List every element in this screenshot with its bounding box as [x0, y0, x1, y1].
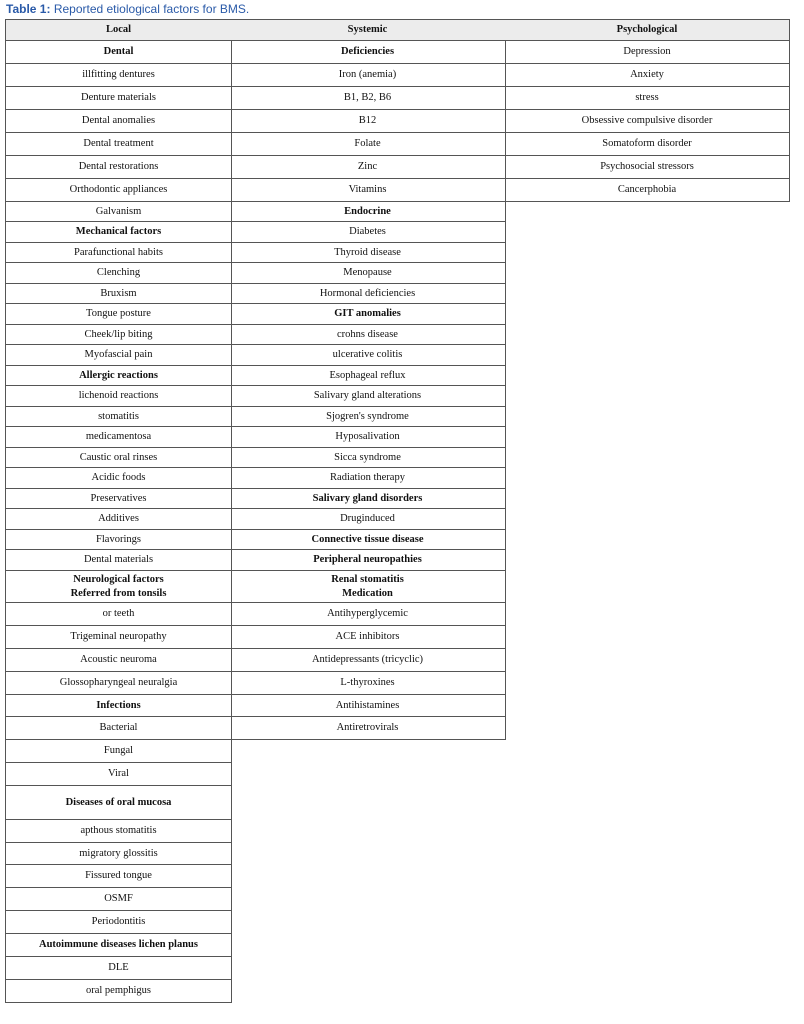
psychological-row-text: stress	[635, 92, 659, 103]
local-row-text: Myofascial pain	[84, 349, 153, 360]
systemic-row-text: Vitamins	[348, 184, 387, 195]
systemic-row-text: Thyroid disease	[334, 246, 401, 258]
local-row-text: Acoustic neuroma	[80, 654, 157, 665]
local-row	[6, 530, 231, 550]
local-row-text: Cheek/lip biting	[84, 328, 153, 340]
systemic-row-text: Endocrine	[344, 205, 391, 217]
local-row	[6, 263, 231, 284]
local-row-text: Galvanism	[95, 205, 142, 217]
systemic-row	[230, 64, 505, 87]
local-row-text: Viral	[108, 768, 129, 779]
local-row-text: oral pemphigus	[85, 985, 152, 996]
psychological-row-text: Depression	[623, 46, 671, 57]
systemic-row	[230, 717, 505, 740]
column-psychological	[505, 19, 790, 202]
systemic-row-text: L-thyroxines	[340, 677, 395, 688]
local-row-text: or teeth	[102, 608, 135, 619]
local-row-text: Diseases of oral mucosa	[65, 796, 172, 808]
local-row	[6, 156, 231, 179]
systemic-row-text: B12	[358, 115, 377, 126]
systemic-row-text: Antihyperglycemic	[327, 608, 408, 619]
local-row-text: Dental restorations	[78, 161, 159, 172]
systemic-row	[230, 571, 505, 603]
local-row	[6, 763, 231, 786]
psychological-row	[505, 41, 789, 64]
caption-text: Reported etiological factors for BMS.	[53, 2, 250, 16]
psychological-row	[505, 179, 789, 202]
local-row	[6, 133, 231, 156]
local-row	[6, 717, 231, 740]
systemic-row	[230, 345, 505, 366]
psychological-row	[505, 87, 789, 110]
systemic-row-text: Sjogren's syndrome	[326, 410, 409, 422]
systemic-row	[230, 386, 505, 407]
psychological-row-text: Psychosocial stressors	[600, 161, 694, 172]
systemic-row-text: Salivary gland alterations	[313, 390, 422, 401]
systemic-row	[230, 243, 505, 263]
local-row-text: Additives	[98, 513, 139, 524]
psychological-row-text: Cancerphobia	[617, 184, 677, 195]
local-row-text: DLE	[108, 962, 129, 973]
systemic-row	[230, 550, 505, 571]
systemic-row	[230, 509, 505, 530]
local-row-text: OSMF	[104, 893, 133, 904]
psychological-row-text: Somatoform disorder	[602, 138, 692, 149]
local-row-text: stomatitis	[98, 410, 139, 422]
local-row	[6, 427, 231, 448]
local-row	[6, 957, 231, 980]
systemic-row-text: B1, B2, B6	[343, 92, 392, 103]
local-row	[6, 110, 231, 133]
systemic-row	[230, 156, 505, 179]
local-row-text: Flavorings	[96, 533, 141, 545]
local-row-text: Caustic oral rinses	[79, 451, 158, 463]
local-row-text: migratory glossitis	[79, 847, 158, 859]
local-row-text: Preservatives	[90, 492, 147, 504]
systemic-row-text: Hormonal deficiencies	[319, 287, 416, 299]
caption-label: Table 1:	[6, 2, 51, 16]
systemic-row-text: Menopause	[343, 267, 392, 278]
systemic-row	[230, 603, 505, 626]
local-row-text: Dental	[103, 46, 134, 57]
systemic-row-text: Iron (anemia)	[338, 69, 397, 80]
systemic-row-text: Antidepressants (tricyclic)	[311, 654, 424, 665]
local-row	[6, 820, 231, 843]
local-row	[6, 843, 231, 865]
local-row	[6, 64, 231, 87]
psychological-row	[505, 64, 789, 87]
systemic-row-text: Folate	[354, 138, 381, 149]
systemic-row	[230, 427, 505, 448]
local-row-text: Allergic reactions	[79, 369, 158, 381]
local-row-text: Dental materials	[83, 554, 154, 565]
systemic-row	[230, 626, 505, 649]
systemic-row	[230, 179, 505, 202]
local-row	[6, 366, 231, 386]
systemic-row	[230, 407, 505, 427]
local-row	[6, 325, 231, 345]
local-row	[6, 980, 231, 1003]
systemic-row	[230, 110, 505, 133]
column-systemic	[230, 19, 506, 740]
local-row-text: Acidic foods	[91, 472, 146, 483]
local-row-text: Mechanical factors	[75, 226, 162, 237]
local-row	[6, 87, 231, 110]
local-row-text: Tongue posture	[86, 308, 151, 319]
header-systemic: Systemic	[230, 19, 505, 41]
systemic-row	[230, 41, 505, 64]
systemic-row	[230, 695, 505, 717]
local-row-text: Bacterial	[99, 722, 138, 733]
systemic-row	[230, 325, 505, 345]
local-row-text: apthous stomatitis	[80, 825, 157, 836]
systemic-row-text-2: Medication	[342, 587, 393, 599]
local-row	[6, 649, 231, 672]
systemic-row-text: Deficiencies	[340, 46, 395, 57]
systemic-row	[230, 222, 505, 243]
header-psychological: Psychological	[505, 19, 789, 41]
psychological-row	[505, 156, 789, 179]
systemic-row-text: Hyposalivation	[335, 431, 400, 442]
local-row-text: Periodontitis	[91, 916, 146, 927]
local-row-text: Autoimmune diseases lichen planus	[39, 939, 198, 950]
local-row-text: Infections	[96, 699, 141, 711]
local-row	[6, 179, 231, 202]
header-local: Local	[6, 19, 231, 41]
local-row	[6, 934, 231, 957]
local-row	[6, 695, 231, 717]
local-row-text: Fungal	[103, 745, 134, 756]
psychological-row-text: Anxiety	[630, 69, 664, 80]
systemic-row-text: Diabetes	[349, 226, 386, 237]
systemic-row-text: Esophageal reflux	[329, 369, 406, 381]
local-row	[6, 888, 231, 911]
systemic-row	[230, 366, 505, 386]
systemic-row	[230, 468, 505, 489]
local-row	[6, 786, 231, 820]
local-row	[6, 386, 231, 407]
local-row	[6, 345, 231, 366]
local-row	[6, 41, 231, 64]
local-row-text: Bruxism	[100, 287, 137, 299]
local-row-text: illfitting dentures	[82, 69, 155, 80]
local-row	[6, 407, 231, 427]
local-row	[6, 284, 231, 304]
systemic-row	[230, 304, 505, 325]
systemic-row-text: Radiation therapy	[330, 472, 405, 483]
local-row	[6, 672, 231, 695]
local-row	[6, 603, 231, 626]
local-row-text: lichenoid reactions	[78, 390, 159, 401]
systemic-row	[230, 672, 505, 695]
systemic-row	[230, 489, 505, 509]
local-row	[6, 243, 231, 263]
local-row	[6, 740, 231, 763]
local-row	[6, 626, 231, 649]
systemic-row	[230, 87, 505, 110]
systemic-row	[230, 263, 505, 284]
local-row	[6, 509, 231, 530]
systemic-row-text: crohns disease	[337, 328, 398, 340]
systemic-row-text: Zinc	[357, 161, 378, 172]
local-row-text-2: Referred from tonsils	[70, 587, 167, 599]
psychological-row-text: Obsessive compulsive disorder	[581, 115, 713, 126]
local-row-text: Neurological factors	[73, 573, 164, 585]
systemic-row-text: ulcerative colitis	[332, 349, 403, 360]
local-row	[6, 550, 231, 571]
local-row	[6, 468, 231, 489]
local-row-text: Dental treatment	[83, 138, 154, 149]
table-caption	[6, 2, 249, 16]
systemic-row	[230, 284, 505, 304]
local-row-text: Denture materials	[81, 92, 156, 103]
local-row	[6, 911, 231, 934]
systemic-row	[230, 649, 505, 672]
systemic-row-text: ACE inhibitors	[335, 631, 400, 642]
local-row-text: Clenching	[96, 267, 141, 278]
systemic-row-text: Salivary gland disorders	[312, 492, 423, 504]
local-row	[6, 202, 231, 222]
systemic-row	[230, 202, 505, 222]
local-row	[6, 448, 231, 468]
local-row-text: Glossopharyngeal neuralgia	[59, 677, 178, 688]
systemic-row-text: Renal stomatitis	[331, 573, 404, 585]
local-row-text: Fissured tongue	[85, 870, 152, 881]
systemic-row-text: Peripheral neuropathies	[313, 554, 422, 565]
systemic-row-text: Antihistamines	[335, 699, 400, 711]
local-row	[6, 865, 231, 888]
local-row-text: Parafunctional habits	[74, 246, 163, 258]
systemic-row-text: Sicca syndrome	[334, 451, 401, 463]
local-row-text: Dental anomalies	[81, 115, 156, 126]
systemic-row	[230, 530, 505, 550]
systemic-row	[230, 448, 505, 468]
local-row-text: medicamentosa	[85, 431, 152, 442]
local-row-text: Trigeminal neuropathy	[70, 631, 167, 642]
local-row-text: Orthodontic appliances	[69, 184, 168, 195]
local-row	[6, 571, 231, 603]
systemic-row-text: Connective tissue disease	[311, 533, 424, 545]
systemic-row-text: Druginduced	[340, 513, 395, 524]
local-row	[6, 222, 231, 243]
systemic-row-text: GIT anomalies	[334, 308, 401, 319]
psychological-row	[505, 133, 789, 156]
systemic-row-text: Antiretrovirals	[336, 722, 399, 733]
systemic-row	[230, 133, 505, 156]
column-local	[5, 19, 232, 1003]
local-row	[6, 304, 231, 325]
local-row	[6, 489, 231, 509]
psychological-row	[505, 110, 789, 133]
